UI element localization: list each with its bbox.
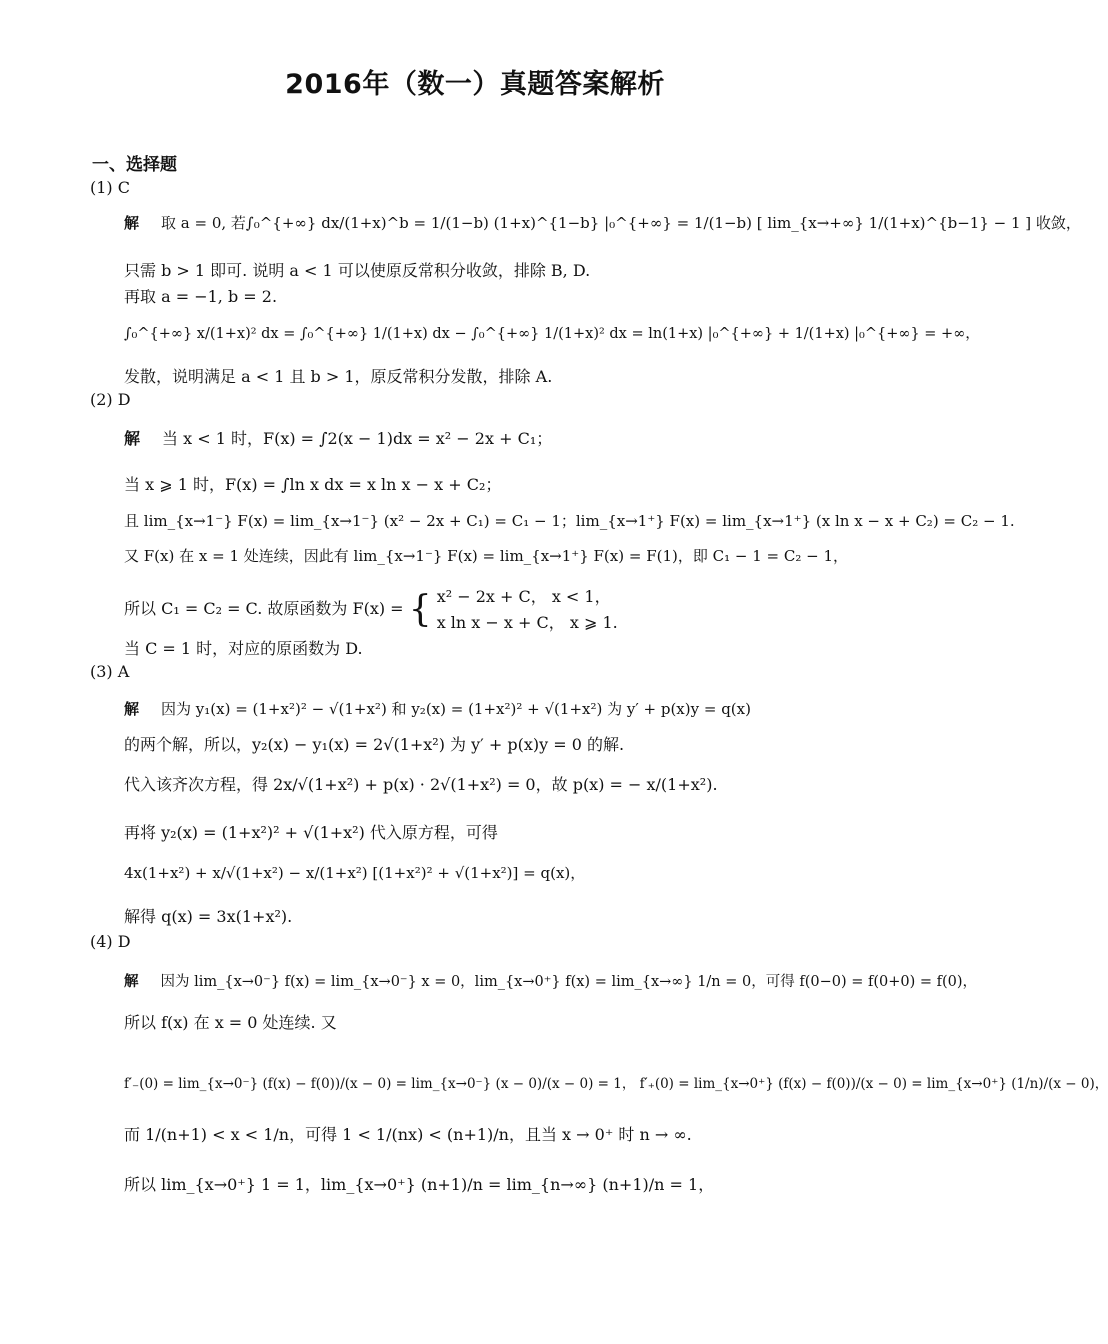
q1-line-2: 只需 b > 1 即可. 说明 a < 1 可以使原反常积分收敛，排除 B, D. (124, 261, 591, 280)
q3-line-5: 4x(1+x²) + x/√(1+x²) − x/(1+x²) [(1+x²)² + √(1+x²)] = q(x)， (124, 864, 586, 882)
q2-text-1: 当 x < 1 时，F(x) = ∫2(x − 1)dx = x² − 2x + C₁； (162, 429, 553, 448)
q3-text-1: 因为 y₁(x) = (1+x²)² − √(1+x²) 和 y₂(x) = (1+x²)² + √(1+x²) 为 y′ + p(x)y = q(x) (161, 700, 751, 718)
q4-line-1 (124, 970, 977, 991)
solution-label: 解 (124, 700, 140, 718)
question-1-answer: (1) C (90, 178, 130, 197)
case-2: x ln x − x + C， x ⩾ 1. (436, 612, 618, 632)
q4-text-1: 因为 lim_{x→0⁻} f(x) = lim_{x→0⁻} x = 0，lim_{x→0⁺} f(x) = lim_{x→∞} 1/n = 0，可得 f(0−0) = f(0+0) = f(0)， (160, 974, 978, 990)
brace-symbol: { (408, 588, 432, 630)
q1-line-5: 发散，说明满足 a < 1 且 b > 1，原反常积分发散，排除 A. (124, 367, 553, 386)
solution-label: 解 (124, 974, 139, 990)
q2-line-5 (124, 584, 618, 635)
q2-line-2: 当 x ⩾ 1 时，F(x) = ∫ln x dx = x ln x − x + C₂； (124, 475, 502, 494)
q4-line-2: 所以 f(x) 在 x = 0 处连续. 又 (124, 1013, 337, 1032)
question-4-answer: (4) D (90, 932, 131, 951)
case-1: x² − 2x + C， x < 1， (436, 587, 611, 606)
question-2-answer: (2) D (90, 390, 131, 409)
q2-line-1 (124, 426, 552, 449)
section-heading: 一、选择题 (92, 155, 177, 175)
q4-line-4: 而 1/(n+1) < x < 1/n，可得 1 < 1/(nx) < (n+1)/n，且当 x → 0⁺ 时 n → ∞. (124, 1125, 692, 1144)
solution-label: 解 (124, 429, 141, 448)
q3-line-1 (124, 698, 751, 719)
q3-line-2: 的两个解，所以，y₂(x) − y₁(x) = 2√(1+x²) 为 y′ + p(x)y = 0 的解. (124, 735, 625, 754)
solution-label: 解 (124, 214, 140, 232)
q3-line-6: 解得 q(x) = 3x(1+x²). (124, 907, 293, 926)
q4-line-5: 所以 lim_{x→0⁺} 1 = 1，lim_{x→0⁺} (n+1)/n = lim_{n→∞} (n+1)/n = 1， (124, 1175, 715, 1194)
q1-line-1 (124, 212, 1081, 233)
q2-text-5: 所以 C₁ = C₂ = C. 故原函数为 F(x) = (124, 599, 404, 619)
q1-text-1: 取 a = 0, 若∫₀^{+∞} dx/(1+x)^b = 1/(1−b) (1+x)^{1−b} |₀^{+∞} = 1/(1−b) [ lim_{x→+∞} 1/(1+x)^{b−1} − 1 ] 收敛， (161, 214, 1081, 232)
q4-line-3: f′₋(0) = lim_{x→0⁻} (f(x) − f(0))/(x − 0) = lim_{x→0⁻} (x − 0)/(x − 0) = 1， f′₊(0) = lim_{x→0⁺} (f(x) − f(0))/(x − 0) = lim_{x→0⁺} (1/n)/(x − 0)， (124, 1076, 1108, 1092)
q2-line-6: 当 C = 1 时，对应的原函数为 D. (124, 639, 363, 658)
question-3-answer: (3) A (90, 662, 130, 681)
document-title: 2016年（数一）真题答案解析 (285, 69, 665, 100)
q3-line-4: 再将 y₂(x) = (1+x²)² + √(1+x²) 代入原方程，可得 (124, 823, 498, 842)
q1-line-4: ∫₀^{+∞} x/(1+x)² dx = ∫₀^{+∞} 1/(1+x) dx − ∫₀^{+∞} 1/(1+x)² dx = ln(1+x) |₀^{+∞} + 1/(1+x) |₀^{+∞} = +∞， (124, 326, 980, 342)
q1-line-3: 再取 a = −1, b = 2. (124, 287, 278, 306)
q2-line-4: 又 F(x) 在 x = 1 处连续，因此有 lim_{x→1⁻} F(x) = lim_{x→1⁺} F(x) = F(1)，即 C₁ − 1 = C₂ − 1， (124, 547, 849, 565)
q3-line-3: 代入该齐次方程，得 2x/√(1+x²) + p(x) · 2√(1+x²) = 0，故 p(x) = − x/(1+x²). (124, 775, 718, 794)
piecewise-cases (437, 584, 618, 635)
q2-line-3: 且 lim_{x→1⁻} F(x) = lim_{x→1⁻} (x² − 2x + C₁) = C₁ − 1；lim_{x→1⁺} F(x) = lim_{x→1⁺} (x ln x − x + C₂) = C₂ − 1. (124, 512, 1015, 530)
